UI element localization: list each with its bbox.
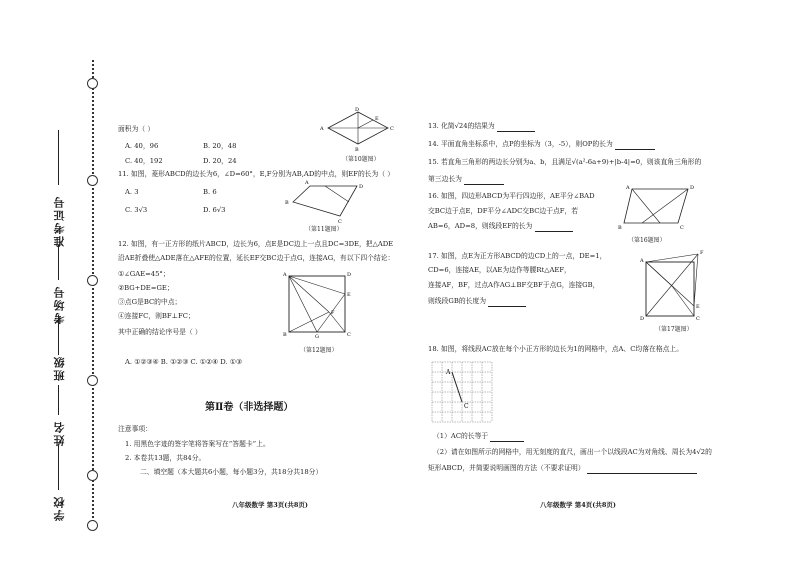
q15-line1: 15. 若直角三角形的两边长分别为a、b，且满足√(a²-6a+9)+|b-4|=0，则该直角三角形的 [428,158,702,166]
label-E: E [375,116,379,122]
q16-line2: 交BC边于点E，DF平分∠ADC交BC边于点F，若 [428,207,579,215]
label-A: A [305,180,309,186]
fill-line [58,130,59,185]
figure-11-caption: （第11题图） [305,226,343,233]
q13-text [428,122,535,132]
room-label: 考场号 [53,285,66,324]
label-F: F [700,250,704,256]
q12-statement-1: ①∠GAE=45°； [118,270,170,278]
fill-line [58,445,59,490]
q18-text: 18. 如图，将线段AC放在每个小正方形的边长为1的网格中，点A、C均落在格点上。 [428,345,684,353]
label-C: C [338,219,342,225]
q10-option-d: D. 20，24 [203,157,237,165]
q10-option-c: C. 40，192 [125,157,163,165]
exam-no-label: 准考证号 [53,195,66,247]
name-label: 姓名 [53,420,66,446]
label-B: B [285,200,289,206]
q18-part2-line1: （2）请在如图所示的网格中，用无刻度的直尺，画出一个以线段AC为对角线、周长为4√2的 [433,448,712,456]
note-2: 2. 本卷共13题，共84分。 [125,454,206,462]
label-C: C [390,126,394,132]
part-ii-title: 第Ⅱ卷（非选择题） [205,402,294,413]
q12-statement-2: ②BG+DE=GE； [118,284,174,292]
figure-17-caption: （第17题图） [655,326,693,333]
figure-10-caption: （第10题图） [342,156,380,163]
q12-options: A. ①②③④ B. ①②③ C. ①②④ D. ①③ [125,358,242,366]
q14-text [428,140,655,150]
q17-line3: 连接AF，BF，过点A作AG⊥BF交BF于点G，连接GB， [428,281,600,289]
school-label: 学校 [53,495,66,521]
q12-statement-3: ③点G是BC的中点； [118,298,182,306]
figure-17 [640,250,710,322]
fill-line [58,315,59,355]
q16-answer-blank[interactable] [535,222,573,232]
q14-answer-blank[interactable] [615,140,655,150]
binding-margin [0,0,100,562]
label-G: G [315,334,319,340]
figure-12-caption: （第12题图） [300,347,338,354]
label-D: D [359,184,364,190]
figure-10 [318,108,398,158]
label-F: F [331,310,335,316]
label-C: C [680,225,684,231]
label-E: E [347,292,351,298]
footer-page-3: 八年级数学 第3页(共8页) [232,501,308,509]
q10-option-b: B. 20，48 [203,142,237,150]
q12-line2: 沿AE折叠使△ADE落在△AFE的位置，延长EF交BC边于点G，连接AG，有以下四个结论： [118,254,395,262]
q11-option-a: A. 3 [125,188,139,196]
label-A: A [626,185,630,191]
q12-line1: 12. 如图，有一正方形的纸片ABCD，边长为6，点E是DC边上一点且DC=3DE，把△ADE [118,240,394,248]
q15-label: 第三边长为 [428,175,462,183]
figure-12 [285,272,355,338]
figure-16 [620,185,700,230]
q17-label: 则线段GB的长度为 [428,297,487,305]
figure-11 [285,180,375,230]
q11-option-d: D. 6√3 [203,206,226,214]
q11-text: 11. 如图，菱形ABCD的边长为6，∠D=60°，E,F分别为AB,AD的中点，则EF的长为（ ） [118,170,395,178]
label-C: C [696,316,700,322]
class-label: 班级 [53,355,66,381]
label-E: E [696,304,700,310]
circle-mark [87,275,98,286]
label-D: D [690,185,695,191]
label-A: A [320,126,324,132]
fill-line [58,385,59,415]
q16-line1: 16. 如图，四边形ABCD为平行四边形，AE平分∠BAD [428,192,595,200]
figure-16-caption: （第16题图） [628,237,666,244]
q10-option-a: A. 40，96 [125,142,159,150]
q18-part2-answer-blank[interactable] [587,464,697,474]
section-2-title: 二、填空题（本大题共6小题，每小题3分，共18分共18分） [140,468,323,476]
dotted-fold-line [92,60,94,530]
label-D: D [640,316,645,322]
q13-label: 13. 化简√24的结果为 [428,122,495,130]
circle-mark [87,175,98,186]
label-D: D [347,272,352,278]
grid-label-C: C [464,403,469,410]
q13-answer-blank[interactable] [497,122,535,132]
q17-line2: CD=6，连接AE，以AE为边作等腰Rt△AEF， [428,266,571,274]
q18-part2-label: 矩形ABCD，并简要说明画图的方法（不要求证明） [428,464,585,472]
q10-area: 面积为（ ） [118,125,155,133]
q11-option-b: B. 6 [203,188,217,196]
q18-part1-label: （1）AC的长等于 [433,432,489,440]
figure-18-grid [432,362,494,424]
label-A: A [283,272,287,278]
notes-heading: 注意事项： [118,425,152,433]
label-B: B [355,147,359,153]
q11-option-c: C. 3√3 [125,206,148,214]
q17-answer-blank[interactable] [488,297,526,307]
q14-label: 14. 平面直角坐标系中，点P的坐标为（3，-5），则OP的长为 [428,140,613,148]
fill-line [58,245,59,280]
q17-line4 [428,297,526,307]
label-B: B [618,225,622,231]
label-A: A [640,258,644,264]
q16-label: AB=6，AD=8，则线段EF的长为 [428,222,533,230]
q17-line1: 17. 如图，点E为正方形ABCD的边CD上的一点，DE=1， [428,252,607,260]
circle-mark [87,375,98,386]
circle-mark [87,78,98,89]
q18-part1 [433,432,524,442]
label-C: C [347,332,351,338]
q12-question: 其中正确的结论序号是（ ） [118,328,202,336]
circle-mark [87,520,98,531]
q18-part2-line2 [428,464,697,474]
circle-mark [87,470,98,481]
note-1: 1. 用黑色字迹的签字笔将答案写在“答题卡”上。 [125,440,270,448]
q18-part1-answer-blank[interactable] [490,432,524,442]
q12-statement-4: ④连接FC，则BF⊥FC； [118,312,195,320]
grid-label-A: A [446,369,451,376]
q15-line2 [428,175,504,185]
q15-answer-blank[interactable] [464,175,504,185]
label-D: D [355,107,360,113]
q16-line3 [428,222,573,232]
label-B: B [283,332,287,338]
footer-page-4: 八年级数学 第4页(共8页) [540,501,616,509]
